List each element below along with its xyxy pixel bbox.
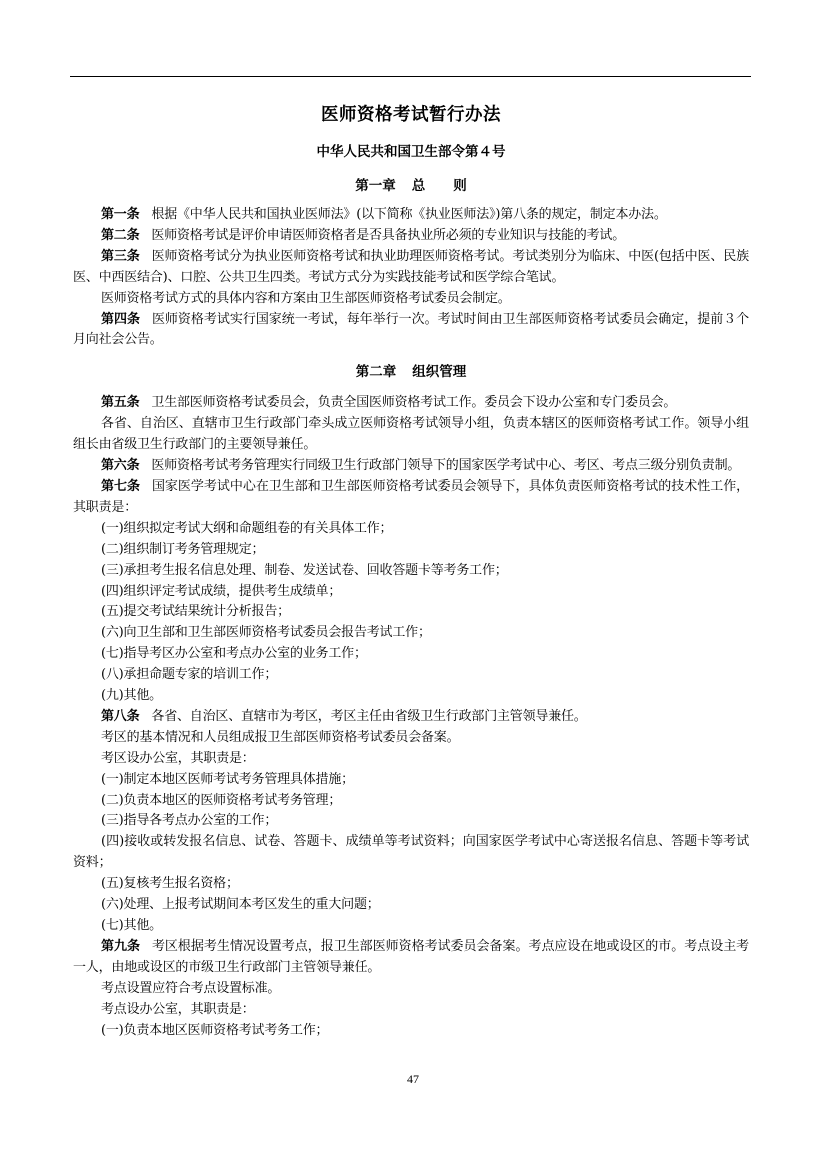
article-number: 第八条 [101,708,140,724]
article-text: 卫生部医师资格考试委员会，负责全国医师资格考试工作。委员会下设办公室和专门委员会。 [151,395,677,411]
list-item: (二)负责本地区的医师资格考试考务管理； [101,792,342,808]
article-number: 第三条 [101,248,140,264]
article-text: 医师资格考试是评价申请医师资格者是否具备执业所必须的专业知识与技能的考试。 [151,227,626,243]
paragraph: 考区的基本情况和人员组成报卫生部医师资格考试委员会备案。 [101,729,460,745]
article-number: 第六条 [101,458,140,474]
list-item: (五)复核考生报名资格； [101,876,239,892]
article-text: 国家医学考试中心在卫生部和卫生部医师资格考试委员会领导下，具体负责医师资格考试的技术性工作，其职责是： [73,478,749,515]
article-text: 医师资格考试考务管理实行同级卫生行政部门领导下的国家医学考试中心、考区、考点三级分别负责制。 [151,458,741,474]
list-item: (六)向卫生部和卫生部医师资格考试委员会报告考试工作； [101,625,431,641]
document-subtitle: 中华人民共和国卫生部令第４号 [316,144,506,160]
list-item: (六)处理、上报考试期间本考区发生的重大问题； [101,897,380,913]
page-number: 47 [407,1072,419,1086]
chapter-title-part: 总 [411,178,426,194]
list-item: (三)承担考生报名信息处理、制卷、发送试卷、回收答题卡等考务工作； [101,562,508,578]
article-number: 第二条 [101,227,140,243]
chapter-heading [73,175,749,197]
list-item: (五)提交考试结果统计分析报告； [101,604,290,620]
list-item: (二)组织制订考务管理规定； [101,541,265,557]
chapter-number: 第一章 [355,178,396,194]
chapter-heading [73,361,749,383]
list-item: (九)其他。 [101,688,162,704]
article-paragraph [73,393,749,414]
paragraph: 医师资格考试方式的具体内容和方案由卫生部医师资格考试委员会制定。 [101,290,511,306]
article-paragraph [73,247,749,289]
chapter-number: 第二章 [355,364,397,381]
document-body [73,102,749,1041]
list-item: (一)负责本地区医师资格考试考务工作； [101,1022,329,1038]
list-item: (七)其他。 [101,918,162,933]
article-text: 考区根据考生情况设置考点，报卫生部医师资格考试委员会备案。考点应设在地或设区的市。考点设主考一人，由地或设区的市级卫生行政部门主管领导兼任。 [73,938,749,975]
article-text: 医师资格考试实行国家统一考试，每年举行一次。考试时间由卫生部医师资格考试委员会确定，提前３个月向社会公告。 [73,311,749,348]
chapter-title-part: 则 [453,178,467,194]
list-item: (四)组织评定考试成绩，提供考生成绩单； [101,583,342,599]
paragraph: 考点设置应符合考点设置标准。 [101,980,281,996]
article-paragraph [73,226,749,247]
list-item: (一)制定本地区医师考试考务管理具体措施； [101,771,354,787]
document-title: 医师资格考试暂行办法 [321,105,501,125]
article-number: 第九条 [101,938,140,954]
paragraph: 考区设办公室，其职责是： [101,750,255,766]
list-item: (三)指导各考点办公室的工作； [101,813,278,829]
article-text: 各省、自治区、直辖市为考区，考区主任由省级卫生行政部门主管领导兼任。 [151,708,587,724]
article-paragraph [73,707,749,728]
list-item: (七)指导考区办公室和考点办公室的业务工作； [101,646,367,662]
list-item: (四)接收或转发报名信息、试卷、答题卡、成绩单等考试资料；向国家医学考试中心寄送报名信息、答题卡等考试资料； [73,834,749,871]
article-paragraph [73,477,749,519]
list-item: (一)组织拟定考试大纲和命题组卷的有关具体工作； [101,520,393,536]
article-paragraph [73,205,749,226]
article-number: 第四条 [101,311,140,327]
article-paragraph [73,937,749,979]
article-paragraph [73,456,749,477]
list-item: (八)承担命题专家的培训工作； [101,667,278,683]
header-rule [70,76,751,77]
article-number: 第一条 [101,207,140,222]
article-number: 第五条 [101,395,140,411]
article-number: 第七条 [101,478,140,494]
paragraph: 各省、自治区、直辖市卫生行政部门牵头成立医师资格考试领导小组，负责本辖区的医师资格考试工作。领导小组组长由省级卫生行政部门的主要领导兼任。 [73,416,749,453]
article-text: 医师资格考试分为执业医师资格考试和执业助理医师资格考试。考试类别分为临床、中医(包括中医、民族医、中西医结合)、口腔、公共卫生四类。考试方式分为实践技能考试和医学综合笔试。 [73,248,749,285]
article-text: 根据《中华人民共和国执业医师法》(以下简称《执业医师法》)第八条的规定，制定本办法。 [151,207,667,222]
paragraph: 考点设办公室，其职责是： [101,1001,255,1017]
chapter-title: 组织管理 [412,364,467,381]
article-paragraph [73,310,749,352]
